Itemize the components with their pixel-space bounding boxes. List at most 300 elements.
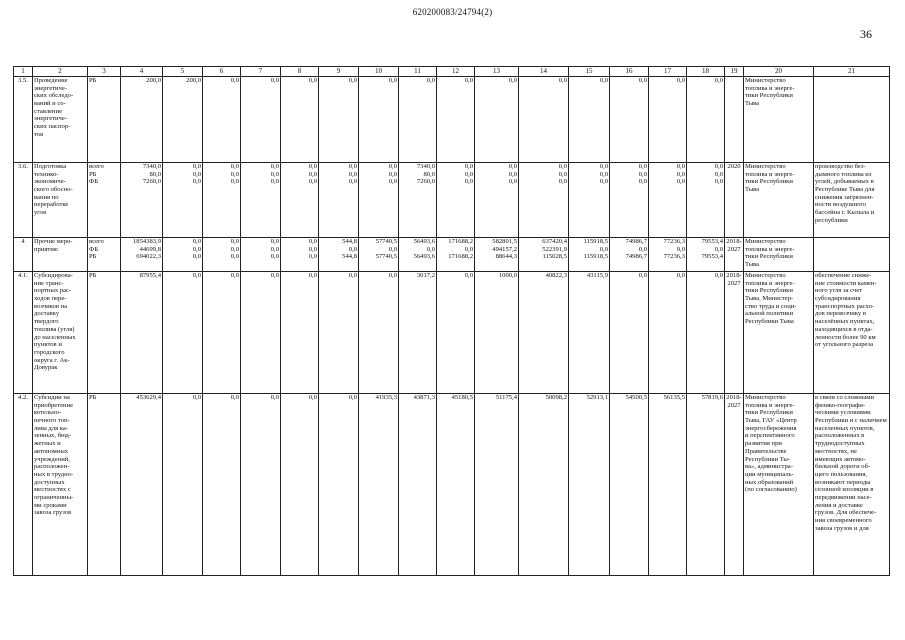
- cell-line: (по согласованию): [745, 486, 797, 494]
- cell-line: 0,0: [230, 394, 239, 401]
- table-cell: [33, 238, 88, 272]
- cell-line: ных образований: [745, 478, 794, 486]
- cell-line: 2020: [727, 163, 741, 170]
- cell-line: ленности более 90 км: [815, 333, 876, 341]
- cell-line: 0,0: [638, 245, 647, 253]
- table-cell: [610, 394, 649, 576]
- column-number: 8: [281, 67, 319, 77]
- cell-line: 0,0: [426, 245, 435, 253]
- cell-line: 0,0: [638, 178, 647, 186]
- cell-line: 44699,8: [139, 245, 161, 253]
- cell-line: приятия:: [34, 245, 59, 253]
- column-number: 20: [744, 67, 814, 77]
- cell-line: 0,0: [230, 170, 239, 178]
- table-row: [14, 394, 890, 576]
- cell-line: 2027: [727, 279, 741, 287]
- column-number: 6: [203, 67, 241, 77]
- table-cell: [744, 163, 814, 238]
- cell-line: Тыва: [745, 100, 760, 108]
- cell-line: 0,0: [388, 170, 397, 178]
- table-cell: [319, 272, 359, 394]
- column-number: 5: [163, 67, 203, 77]
- cell-line: Тыва: [745, 186, 760, 194]
- cell-line: 0,0: [599, 245, 608, 253]
- column-number: 19: [725, 67, 744, 77]
- table-cell: [163, 77, 203, 163]
- cell-line: Тыва, Министер-: [745, 295, 794, 303]
- cell-line: ставление: [34, 107, 63, 115]
- cell-line: в связи со сложными: [815, 394, 874, 401]
- cell-line: ходов пере-: [34, 295, 67, 303]
- table-cell: [744, 238, 814, 272]
- cell-line: 0,0: [714, 77, 723, 84]
- table-row: [14, 163, 890, 238]
- table-cell: [569, 272, 610, 394]
- table-cell: [241, 272, 281, 394]
- cell-line: углей, добываемых в: [815, 178, 874, 186]
- cell-line: 57740,5: [375, 253, 397, 261]
- cell-line: угля: [34, 209, 46, 217]
- cell-line: 88644,3: [495, 253, 517, 261]
- table-cell: [437, 163, 475, 238]
- table-cell: [569, 163, 610, 238]
- cell-line: ности воздушного: [815, 201, 867, 209]
- table-cell: [33, 77, 88, 163]
- cell-line: топлива и энерге-: [745, 401, 795, 409]
- cell-line: субсидирования: [815, 295, 861, 303]
- cell-line: 0,0: [270, 163, 279, 170]
- cell-line: Тыва: [745, 261, 760, 269]
- cell-line: ского обосно-: [34, 186, 73, 194]
- cell-line: [815, 77, 888, 85]
- cell-line: ния своевременного: [815, 517, 872, 524]
- cell-line: 50098,2: [545, 394, 567, 401]
- cell-line: возникают периоды: [815, 478, 871, 486]
- cell-line: ние транс-: [34, 279, 64, 287]
- cell-line: грузов. Для обеспече-: [815, 509, 877, 517]
- cell-line: ва», администра-: [745, 463, 793, 471]
- cell-line: 4.1.: [18, 272, 28, 279]
- cell-line: имеющих автомо-: [815, 455, 866, 463]
- cell-line: 0,0: [676, 272, 685, 279]
- cell-line: котельно-: [34, 409, 62, 417]
- table-cell: [687, 238, 725, 272]
- cell-line: энергетиче-: [34, 115, 67, 123]
- table-cell: [319, 77, 359, 163]
- cell-line: 0,0: [638, 163, 647, 170]
- cell-line: ми сроками: [34, 501, 67, 509]
- cell-line: 0,0: [192, 253, 201, 261]
- cell-line: экономиче-: [34, 178, 66, 186]
- cell-line: 7260,0: [416, 178, 435, 186]
- table-cell: [610, 77, 649, 163]
- cell-line: 0,0: [270, 238, 279, 245]
- cell-line: Субсидирова-: [34, 272, 73, 279]
- cell-line: топлива и энерге-: [745, 84, 795, 92]
- cell-line: 0,0: [508, 163, 517, 170]
- cell-line: и перспективного: [745, 432, 795, 440]
- table-cell: [649, 394, 687, 576]
- table-cell: [203, 394, 241, 576]
- table-cell: [814, 394, 890, 576]
- table-cell: [649, 272, 687, 394]
- cell-line: 2027: [727, 245, 741, 253]
- cell-line: 0,0: [676, 163, 685, 170]
- column-number: 1: [14, 67, 33, 77]
- cell-line: 0,0: [270, 272, 279, 279]
- cell-line: 0,0: [676, 77, 685, 84]
- cell-line: 0,0: [270, 170, 279, 178]
- cell-line: РБ: [89, 394, 97, 401]
- cell-line: местностях, не: [815, 447, 857, 455]
- table-cell: [687, 163, 725, 238]
- cell-line: ческими условиями: [815, 409, 871, 417]
- cell-line: 54500,5: [625, 394, 647, 401]
- table-cell: [519, 238, 569, 272]
- cell-line: 544,8: [342, 253, 357, 261]
- cell-line: 0,0: [270, 394, 279, 401]
- cell-line: ство труда и соци-: [745, 302, 797, 310]
- cell-line: 0,0: [192, 178, 201, 186]
- table-cell: [569, 394, 610, 576]
- column-number: 9: [319, 67, 359, 77]
- cell-line: республики: [815, 216, 848, 224]
- cell-line: 0,0: [464, 77, 473, 84]
- cell-line: энергосбережения: [745, 424, 797, 432]
- table-cell: [281, 272, 319, 394]
- cell-line: дымного топлива из: [815, 170, 872, 178]
- table-cell: [744, 272, 814, 394]
- cell-line: возчиков на: [34, 302, 68, 310]
- cell-line: 0,0: [676, 178, 685, 186]
- column-number: 3: [88, 67, 121, 77]
- cell-line: Проведение: [34, 77, 68, 84]
- table-cell: [14, 238, 33, 272]
- cell-line: тов: [34, 130, 44, 138]
- cell-line: расположен-: [34, 463, 70, 471]
- cell-line: 0,0: [348, 163, 357, 170]
- table-cell: [121, 238, 163, 272]
- cell-line: Министерство: [745, 163, 786, 170]
- table-cell: [281, 238, 319, 272]
- cell-line: 57740,5: [375, 238, 397, 245]
- cell-line: 0,0: [308, 394, 317, 401]
- table-cell: [399, 77, 437, 163]
- cell-line: 0,0: [464, 245, 473, 253]
- column-number: 21: [814, 67, 890, 77]
- cell-line: ции муниципаль-: [745, 470, 794, 478]
- cell-line: 0,0: [192, 272, 201, 279]
- cell-line: 0,0: [599, 178, 608, 186]
- cell-line: передвижении насе-: [815, 493, 872, 501]
- cell-line: 200,0: [186, 77, 201, 84]
- cell-line: 56135,5: [663, 394, 685, 401]
- cell-line: РБ: [89, 170, 97, 178]
- cell-line: 0,0: [464, 178, 473, 186]
- cell-line: [726, 77, 742, 85]
- cell-line: ние стоимости камен-: [815, 279, 877, 287]
- cell-line: населённых пунктах,: [815, 318, 875, 326]
- cell-line: 4.2.: [18, 394, 28, 401]
- table-cell: [399, 238, 437, 272]
- cell-line: 0,0: [558, 178, 567, 186]
- cell-line: 0,0: [388, 178, 397, 186]
- table-cell: [14, 163, 33, 238]
- table-cell: [725, 394, 744, 576]
- table-cell: [14, 272, 33, 394]
- cell-line: округа г. Ак-: [34, 356, 70, 364]
- table-cell: [14, 77, 33, 163]
- column-number-row: [14, 67, 890, 77]
- cell-line: от угольного разреза: [815, 341, 874, 349]
- table-cell: [687, 77, 725, 163]
- table-row: [14, 238, 890, 272]
- table-cell: [359, 163, 399, 238]
- table-cell: [687, 272, 725, 394]
- cell-line: [815, 238, 888, 246]
- cell-line: 0,0: [230, 163, 239, 170]
- cell-line: тики Республики: [745, 92, 793, 100]
- table-cell: [814, 238, 890, 272]
- table-cell: [399, 272, 437, 394]
- cell-line: транспортных расхо-: [815, 302, 875, 310]
- cell-line: тики Республики: [745, 287, 793, 295]
- cell-line: производство без-: [815, 163, 866, 170]
- cell-line: ного угля за счет: [815, 287, 863, 295]
- cell-line: альной политики: [745, 310, 793, 318]
- cell-line: Довурак: [34, 364, 58, 372]
- cell-line: всего: [89, 163, 104, 170]
- table-cell: [281, 163, 319, 238]
- cell-line: 0,0: [426, 77, 435, 84]
- column-number: 2: [33, 67, 88, 77]
- cell-line: 40822,3: [545, 272, 567, 279]
- table-cell: [437, 77, 475, 163]
- cell-line: 0,0: [714, 178, 723, 186]
- column-number: 16: [610, 67, 649, 77]
- cell-line: 0,0: [270, 253, 279, 261]
- table-cell: [88, 77, 121, 163]
- cell-line: тики Республики: [745, 409, 793, 417]
- cell-line: Подготовка: [34, 163, 67, 170]
- cell-line: 0,0: [230, 253, 239, 261]
- cell-line: 79553,4: [701, 238, 723, 245]
- cell-line: 3.6.: [18, 163, 28, 170]
- table-cell: [121, 394, 163, 576]
- cell-line: топлива и энерге-: [745, 245, 795, 253]
- cell-line: 637420,4: [542, 238, 567, 245]
- cell-line: 0,0: [599, 77, 608, 84]
- cell-line: 77236,3: [663, 238, 685, 245]
- cell-line: топлива и энерге-: [745, 170, 795, 178]
- cell-line: 453629,4: [136, 394, 161, 401]
- cell-line: бассейна г. Кызыла и: [815, 209, 875, 217]
- cell-line: 7260,0: [142, 178, 161, 186]
- table-cell: [475, 272, 519, 394]
- cell-line: 2018-: [726, 272, 742, 279]
- cell-line: 80,0: [423, 170, 435, 178]
- table-cell: [319, 238, 359, 272]
- cell-line: 171688,2: [448, 253, 473, 261]
- table-cell: [88, 238, 121, 272]
- table-cell: [744, 77, 814, 163]
- table-cell: [519, 163, 569, 238]
- cell-line: 0,0: [230, 238, 239, 245]
- table-row: [14, 77, 890, 163]
- cell-line: Министерство: [745, 272, 786, 279]
- cell-line: твердого: [34, 318, 59, 326]
- cell-line: до населенных: [34, 333, 76, 341]
- cell-line: 45180,5: [451, 394, 473, 401]
- cell-line: вания по: [34, 193, 59, 201]
- table-cell: [475, 394, 519, 576]
- cell-line: ваний и со-: [34, 100, 66, 108]
- cell-line: РБ: [89, 253, 97, 261]
- table-body: [14, 67, 890, 576]
- cell-line: 0,0: [230, 77, 239, 84]
- table-cell: [725, 163, 744, 238]
- table-cell: [319, 163, 359, 238]
- table-cell: [610, 272, 649, 394]
- cell-line: Субсидии на: [34, 394, 70, 401]
- cell-line: зенных, бюд-: [34, 432, 72, 440]
- table-cell: [121, 272, 163, 394]
- cell-line: обеспечение сниже-: [815, 272, 872, 279]
- cell-line: 0,0: [230, 178, 239, 186]
- cell-line: 51175,4: [495, 394, 517, 401]
- cell-line: 582801,5: [492, 238, 517, 245]
- cell-line: 0,0: [348, 272, 357, 279]
- cell-line: 0,0: [599, 163, 608, 170]
- cell-line: 522391,9: [542, 245, 567, 253]
- table-cell: [359, 272, 399, 394]
- cell-line: 0,0: [508, 170, 517, 178]
- cell-line: 0,0: [192, 394, 201, 401]
- table-cell: [163, 272, 203, 394]
- table-cell: [33, 163, 88, 238]
- cell-line: населенных пунктов,: [815, 424, 875, 432]
- table-cell: [203, 77, 241, 163]
- table-cell: [163, 394, 203, 576]
- cell-line: 0,0: [270, 178, 279, 186]
- table-cell: [241, 394, 281, 576]
- cell-line: 0,0: [348, 178, 357, 186]
- table-cell: [163, 238, 203, 272]
- table-cell: [14, 394, 33, 576]
- document-id: 620200083/24794(2): [412, 7, 493, 17]
- cell-line: Республике Тыва для: [815, 186, 875, 194]
- cell-line: 0,0: [676, 245, 685, 253]
- cell-line: дов перевозчику в: [815, 310, 866, 318]
- cell-line: 115918,5: [583, 253, 608, 261]
- column-number: 10: [359, 67, 399, 77]
- column-number: 18: [687, 67, 725, 77]
- cell-line: 57819,6: [701, 394, 723, 401]
- table-cell: [475, 163, 519, 238]
- cell-line: 0,0: [558, 77, 567, 84]
- cell-line: 0,0: [192, 163, 201, 170]
- cell-line: ФБ: [89, 245, 98, 253]
- column-number: 12: [437, 67, 475, 77]
- cell-line: 0,0: [714, 245, 723, 253]
- cell-line: завоза грузов: [34, 509, 72, 517]
- table-cell: [814, 163, 890, 238]
- cell-line: 0,0: [230, 245, 239, 253]
- table-cell: [399, 163, 437, 238]
- cell-line: 79553,4: [701, 253, 723, 261]
- cell-line: ограниченны-: [34, 493, 74, 501]
- table-cell: [33, 272, 88, 394]
- cell-line: 0,0: [308, 178, 317, 186]
- table-cell: [725, 77, 744, 163]
- cell-line: Тыва, ГАУ «Центр: [745, 417, 797, 425]
- cell-line: 494157,2: [492, 245, 517, 253]
- cell-line: находящихся в отда-: [815, 325, 873, 333]
- cell-line: 0,0: [348, 170, 357, 178]
- cell-line: 0,0: [714, 170, 723, 178]
- cell-line: 544,8: [342, 238, 357, 245]
- cell-line: 0,0: [599, 170, 608, 178]
- table-cell: [437, 394, 475, 576]
- cell-line: 87955,4: [139, 272, 161, 279]
- cell-line: 0,0: [270, 77, 279, 84]
- cell-line: расположенных в: [815, 432, 865, 440]
- cell-line: 0,0: [192, 238, 201, 245]
- cell-line: 0,0: [508, 178, 517, 186]
- table-cell: [359, 238, 399, 272]
- cell-line: 0,0: [676, 170, 685, 178]
- table-cell: [281, 394, 319, 576]
- column-number: 11: [399, 67, 437, 77]
- cell-line: автономных: [34, 447, 69, 455]
- table-cell: [649, 77, 687, 163]
- table-cell: [519, 77, 569, 163]
- cell-line: 0,0: [464, 272, 473, 279]
- table-cell: [475, 238, 519, 272]
- table-cell: [649, 163, 687, 238]
- table-cell: [203, 272, 241, 394]
- cell-line: ских паспор-: [34, 123, 71, 131]
- cell-line: 43871,3: [413, 394, 435, 401]
- cell-line: 0,0: [464, 163, 473, 170]
- cell-line: 0,0: [638, 170, 647, 178]
- table-cell: [814, 77, 890, 163]
- cell-line: Республики и с наличием: [815, 417, 887, 425]
- table-cell: [319, 394, 359, 576]
- column-number: 15: [569, 67, 610, 77]
- cell-line: 0,0: [308, 253, 317, 261]
- cell-line: Правительстве: [745, 447, 787, 455]
- table-cell: [203, 163, 241, 238]
- cell-line: 115028,5: [542, 253, 567, 261]
- cell-line: технико-: [34, 170, 59, 178]
- table-cell: [437, 272, 475, 394]
- column-number: 14: [519, 67, 569, 77]
- cell-line: 0,0: [230, 272, 239, 279]
- cell-line: переработке: [34, 201, 69, 209]
- cell-line: 56493,6: [413, 238, 435, 245]
- table-cell: [88, 163, 121, 238]
- cell-line: 0,0: [348, 394, 357, 401]
- table-cell: [687, 394, 725, 576]
- table-cell: [744, 394, 814, 576]
- cell-line: тики Республики: [745, 253, 793, 261]
- cell-line: доступных: [34, 478, 65, 486]
- table-cell: [569, 77, 610, 163]
- table-cell: [437, 238, 475, 272]
- cell-line: приобретение: [34, 401, 74, 409]
- cell-line: 52913,1: [586, 394, 608, 401]
